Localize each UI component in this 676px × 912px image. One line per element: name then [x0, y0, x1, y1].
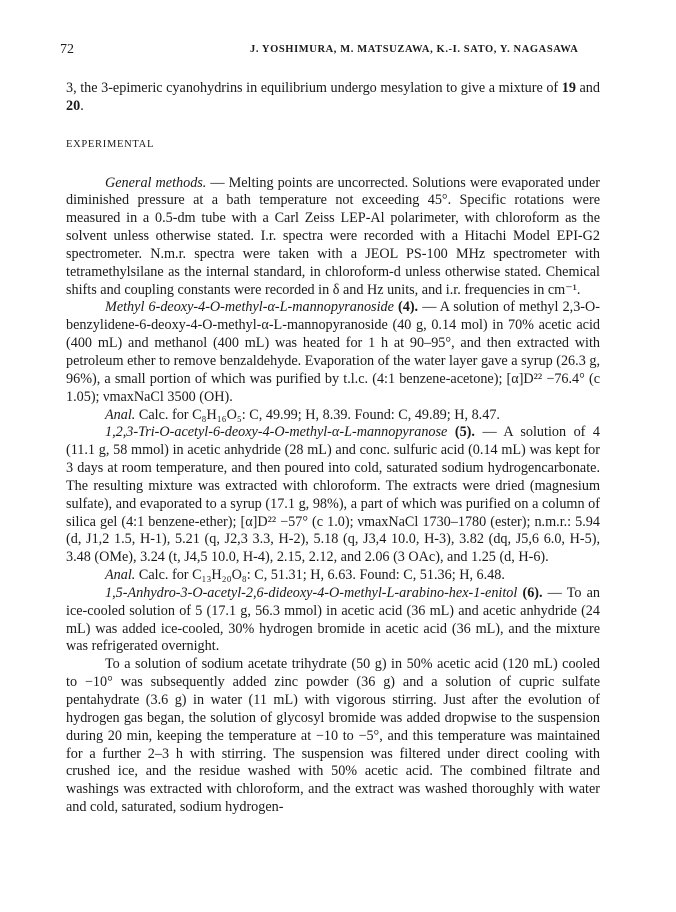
compound-5-analysis: [66, 567, 600, 585]
compound-6-paragraph: [66, 585, 600, 656]
compound-4-text: — A solution of methyl 2,3-O-benzylidene-6-deoxy-4-O-methyl-α-L-mannopyranoside (40 g, 0.14 mol) in 70% acetic acid (400 mL) and methanol (400 mL) was heated for 1 h at 90–95°, and then extracted with petroleum ether to remove benzaldehyde. Evaporation of the water layer gave a syrup (26.3 g, 96%), a small portion of which was purified by t.l.c. (4:1 benzene-acetone); [α]D²² −76.4° (c 1.05); νmaxNaCl 3500 (OH).: [66, 299, 600, 405]
intro-text-mid: and: [575, 80, 600, 96]
compound-4-ref: (4).: [398, 299, 419, 316]
page-number: 72: [60, 42, 74, 57]
compound-5-paragraph: [66, 424, 600, 567]
compound-6-title: 1,5-Anhydro-3-O-acetyl-2,6-dideoxy-4-O-methyl-L-arabino-hex-1-enitol: [105, 584, 518, 601]
compound-5-text: — A solution of 4 (11.1 g, 58 mmol) in acetic anhydride (28 mL) and conc. sulfuric acid (0.14 mL) was kept for 3 days at room temperature, and then poured into cold, saturated sodium hydrogencarbonate. The resulting mixture was extracted with chloroform. The extracts were dried (magnesium sulfate), and evaporated to a syrup (17.1 g, 98%), a part of which was purified on a column of silica gel (4:1 benzene-ether); [α]D²² −57° (c 1.0); νmaxNaCl 1730–1780 (ester); n.m.r.: 5.94 (d, J1,2 1.5, H-1), 5.21 (q, J2,3 3.3, H-2), 5.18 (q, J3,4 10.0, H-3), 3.82 (dq, J5,6 6.0, H-5), 3.48 (OMe), 3.24 (t, J4,5 10.0, H-4), 2.15, 2.12, and 2.06 (3 OAc), and 1.25 (d, H-6).: [66, 424, 601, 566]
compound-5-anal-text: Calc. for C₁₃H₂₀O₈: C, 51.31; H, 6.63. Found: C, 51.36; H, 6.48.: [135, 567, 505, 584]
compound-4-paragraph: [66, 299, 600, 406]
compound-6-text: — To an ice-cooled solution of 5 (17.1 g, 56.3 mmol) in acetic acid (36 mL) and acetic anhydride (24 mL) was added ice-cooled, 30% hydrogen bromide in acetic acid (36 mL), and the mixture was refrigerated overnight.: [66, 584, 601, 655]
compound-4-title: Methyl 6-deoxy-4-O-methyl-α-L-mannopyranoside: [105, 299, 394, 316]
intro-paragraph: [66, 80, 600, 116]
compound-5-title: 1,2,3-Tri-O-acetyl-6-deoxy-4-O-methyl-α-L-mannopyranose: [105, 424, 448, 441]
compound-4-analysis: [66, 407, 600, 425]
general-methods-paragraph: [66, 175, 600, 300]
general-methods-title: General methods.: [105, 174, 207, 191]
compound-4-anal-label: Anal.: [105, 406, 136, 423]
compound-5-ref: (5).: [454, 424, 475, 441]
compound-ref-20: 20: [66, 97, 81, 114]
compound-ref-19: 19: [561, 80, 576, 96]
compound-6-ref: (6).: [522, 584, 543, 601]
final-paragraph: To a solution of sodium acetate trihydrate (50 g) in 50% acetic acid (120 mL) cooled to −10° was subsequently added zinc powder (36 g) and a solution of cupric sulfate pentahydrate (3.6 g) in water (11 mL) with vigorous stirring. Just after the evolution of hydrogen gas began, the solution of glycosyl bromide was added dropwise to the suspension during 20 min, keeping the temperature at −10 to −5°, and this temperature was maintained for a further 2–3 h with stirring. The suspension was filtered under direct cooling with crushed ice, and the residue washed with 50% acetic acid. The combined filtrate and washings was extracted with chloroform, and the extract was washed thoroughly with water and cold, saturated, sodium hydrogen-: [66, 656, 600, 816]
compound-5-anal-label: Anal.: [105, 567, 136, 584]
general-methods-text: — Melting points are uncorrected. Solutions were evaporated under diminished pressure at a bath temperature not exceeding 45°. Specific rotations were measured in a 0.5-dm tube with a Carl Zeiss LEP-Al polarimeter, with chloroform as the solvent unless otherwise stated. I.r. spectra were recorded with a Hitachi Model EPI-G2 spectrometer. N.m.r. spectra were taken with a JEOL PS-100 MHz spectrometer with tetramethylsilane as the internal standard, in chloroform-d unless otherwise stated. Chemical shifts and coupling constants were recorded in δ and Hz units, and i.r. frequencies in cm⁻¹.: [66, 174, 600, 298]
running-head-authors: J. YOSHIMURA, M. MATSUZAWA, K.-I. SATO, Y. NAGASAWA: [250, 44, 579, 55]
article-body: [66, 80, 600, 817]
intro-text-end: .: [80, 97, 84, 114]
intro-text-before: 3, the 3-epimeric cyanohydrins in equilibrium undergo mesylation to give a mixture of: [66, 80, 562, 96]
section-heading-experimental: EXPERIMENTAL: [66, 138, 155, 150]
compound-4-anal-text: Calc. for C₈H₁₆O₅: C, 49.99; H, 8.39. Found: C, 49.89; H, 8.47.: [135, 406, 500, 423]
